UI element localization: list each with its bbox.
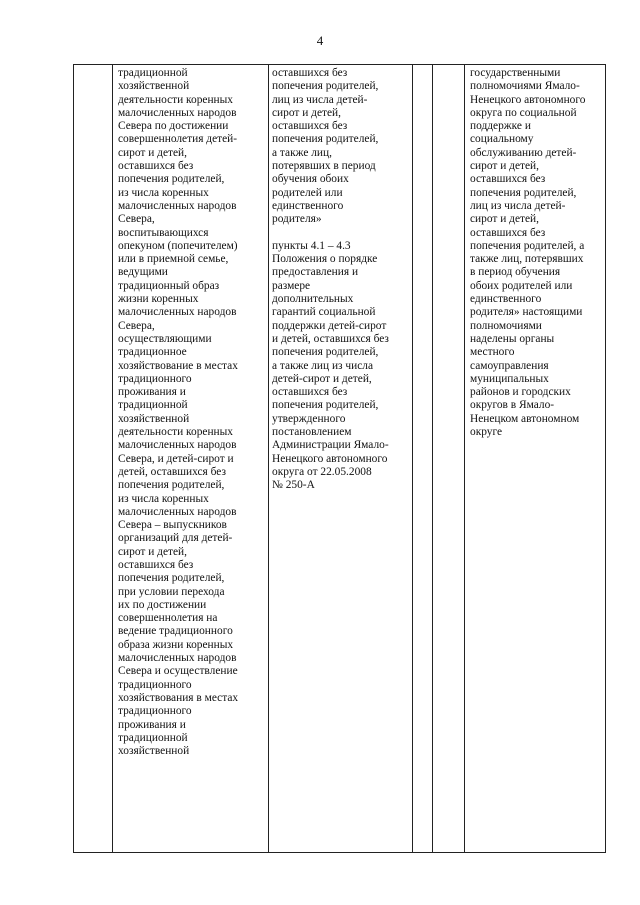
text-line: воспитывающихся [118, 226, 209, 239]
text-line: хозяйственной [118, 745, 190, 758]
text-line: проживания и [118, 718, 186, 731]
column-2-text [118, 67, 238, 758]
text-line: полномочиями Ямало- [470, 80, 580, 93]
text-line: оставшихся без [470, 173, 546, 186]
text-line: в период обучения [470, 266, 561, 279]
text-line: и детей, оставшихся без [272, 332, 389, 345]
column-divider [432, 65, 433, 852]
text-line: Севера – выпускников [118, 519, 227, 532]
text-line: традиционной [118, 67, 188, 79]
text-line: сирот и детей, [470, 213, 539, 226]
column-divider [112, 65, 113, 852]
text-line: дополнительных [272, 293, 354, 306]
text-line: малочисленных народов [118, 652, 237, 665]
text-line: традиционного [118, 705, 192, 718]
text-line: традиционный образ [118, 279, 220, 292]
text-line: попечения родителей, [118, 479, 225, 492]
text-line: деятельности коренных [118, 426, 233, 439]
text-line: сирот и детей, [118, 146, 187, 159]
text-line: организаций для детей- [118, 532, 233, 545]
text-line: Севера и осуществление [118, 665, 238, 678]
text-line: обоих родителей или [470, 279, 573, 292]
text-line: родителя» настоящими [470, 306, 583, 319]
text-line: сирот и детей, [118, 545, 187, 558]
text-line: оставшихся без [118, 558, 194, 571]
text-line: поддержки детей-сирот [272, 319, 387, 332]
text-line: потерявших в период [272, 160, 376, 173]
text-line: районов и городских [470, 386, 571, 399]
text-line: попечения родителей, [272, 133, 379, 146]
text-line: Севера, и детей-сирот и [118, 452, 234, 465]
text-line: муниципальных [470, 372, 549, 385]
text-line: попечения родителей, [470, 186, 577, 199]
text-line: попечения родителей, [272, 80, 379, 93]
column-6-text [470, 67, 585, 439]
text-line: из числа коренных [118, 186, 209, 199]
paragraph-gap [272, 227, 389, 240]
text-line: традиционного [118, 372, 192, 385]
text-line: попечения родителей, [272, 399, 379, 412]
text-line: попечения родителей, [118, 173, 225, 186]
text-line: традиционной [118, 399, 188, 412]
text-line: Севера, [118, 213, 155, 226]
text-line: оставшихся без [272, 67, 348, 79]
text-line: округе [470, 426, 503, 439]
text-line: попечения родителей, [272, 346, 379, 359]
column-divider [412, 65, 413, 852]
column-3-part-1 [272, 67, 389, 227]
text-line: самоуправления [470, 359, 549, 372]
text-line: оставшихся без [470, 226, 546, 239]
text-line: полномочиями [470, 319, 542, 332]
text-line: государственными [470, 67, 561, 79]
text-line: родителей или [272, 186, 343, 199]
text-line: утвержденного [272, 412, 346, 425]
column-3-text [272, 67, 389, 493]
text-line: оставшихся без [272, 386, 348, 399]
text-line: округа от 22.05.2008 [272, 465, 372, 478]
text-line: округов в Ямало- [470, 399, 555, 412]
text-line: обучения обоих [272, 173, 349, 186]
text-line: совершеннолетия на [118, 612, 218, 625]
text-line: Ненецкого автономного [272, 452, 388, 465]
text-line: пункты 4.1 – 4.3 [272, 239, 351, 252]
text-line: постановлением [272, 426, 352, 439]
text-line: традиционного [118, 678, 192, 691]
text-line: № 250-А [272, 479, 315, 492]
document-table [73, 64, 606, 853]
column-3-part-2 [272, 240, 389, 493]
text-line: попечения родителей, [118, 572, 225, 585]
text-line: предоставления и [272, 266, 359, 279]
text-line: сирот и детей, [272, 106, 341, 119]
text-line: традиционной [118, 731, 188, 744]
text-line: попечения родителей, а [470, 239, 585, 252]
text-line: единственного [470, 293, 542, 306]
text-line: местного [470, 346, 515, 359]
text-line: социальному [470, 133, 534, 146]
text-line: малочисленных народов [118, 106, 237, 119]
text-line: опекуном (попечителем) [118, 239, 238, 252]
text-line: осуществляющими [118, 332, 212, 345]
text-line: малочисленных народов [118, 306, 237, 319]
text-line: проживания и [118, 386, 186, 399]
text-line: размере [272, 279, 311, 292]
text-line: малочисленных народов [118, 505, 237, 518]
text-line: деятельности коренных [118, 93, 233, 106]
text-line: Севера по достижении [118, 120, 229, 133]
text-line: ведение традиционного [118, 625, 233, 638]
text-line: образа жизни коренных [118, 638, 234, 651]
text-line: Севера, [118, 319, 155, 332]
text-line: Ненецкого автономного [470, 93, 586, 106]
text-line: Администрации Ямало- [272, 439, 389, 452]
text-line: совершеннолетия детей- [118, 133, 238, 146]
column-divider [268, 65, 269, 852]
text-line: малочисленных народов [118, 199, 237, 212]
text-line: жизни коренных [118, 293, 199, 306]
text-line: поддержке и [470, 120, 531, 133]
text-line: при условии перехода [118, 585, 225, 598]
text-line: хозяйствования в местах [118, 691, 239, 704]
text-line: детей, оставшихся без [118, 465, 226, 478]
text-line: из числа коренных [118, 492, 209, 505]
text-line: лиц из числа детей- [272, 93, 368, 106]
text-line: хозяйствование в местах [118, 359, 238, 372]
text-line: традиционное [118, 346, 187, 359]
text-line: гарантий социальной [272, 306, 376, 319]
text-line: также лиц, потерявших [470, 253, 584, 266]
text-line: хозяйственной [118, 80, 190, 93]
text-line: оставшихся без [118, 160, 194, 173]
text-line: а также лиц из числа [272, 359, 374, 372]
text-line: обслуживанию детей- [470, 146, 577, 159]
text-line: или в приемной семье, [118, 253, 229, 266]
text-line: малочисленных народов [118, 439, 237, 452]
column-divider [464, 65, 465, 852]
text-line: а также лиц, [272, 146, 332, 159]
text-line: их по достижении [118, 598, 207, 611]
text-line: ведущими [118, 266, 168, 279]
text-line: оставшихся без [272, 120, 348, 133]
text-line: округа по социальной [470, 106, 577, 119]
text-line: Положения о порядке [272, 253, 378, 266]
text-line: лиц из числа детей- [470, 199, 566, 212]
text-line: родителя» [272, 213, 322, 226]
page-number: 4 [316, 33, 324, 48]
text-line: наделены органы [470, 332, 555, 345]
text-line: хозяйственной [118, 412, 190, 425]
text-line: детей-сирот и детей, [272, 372, 372, 385]
text-line: Ненецком автономном [470, 412, 580, 425]
text-line: сирот и детей, [470, 160, 539, 173]
text-line: единственного [272, 199, 344, 212]
